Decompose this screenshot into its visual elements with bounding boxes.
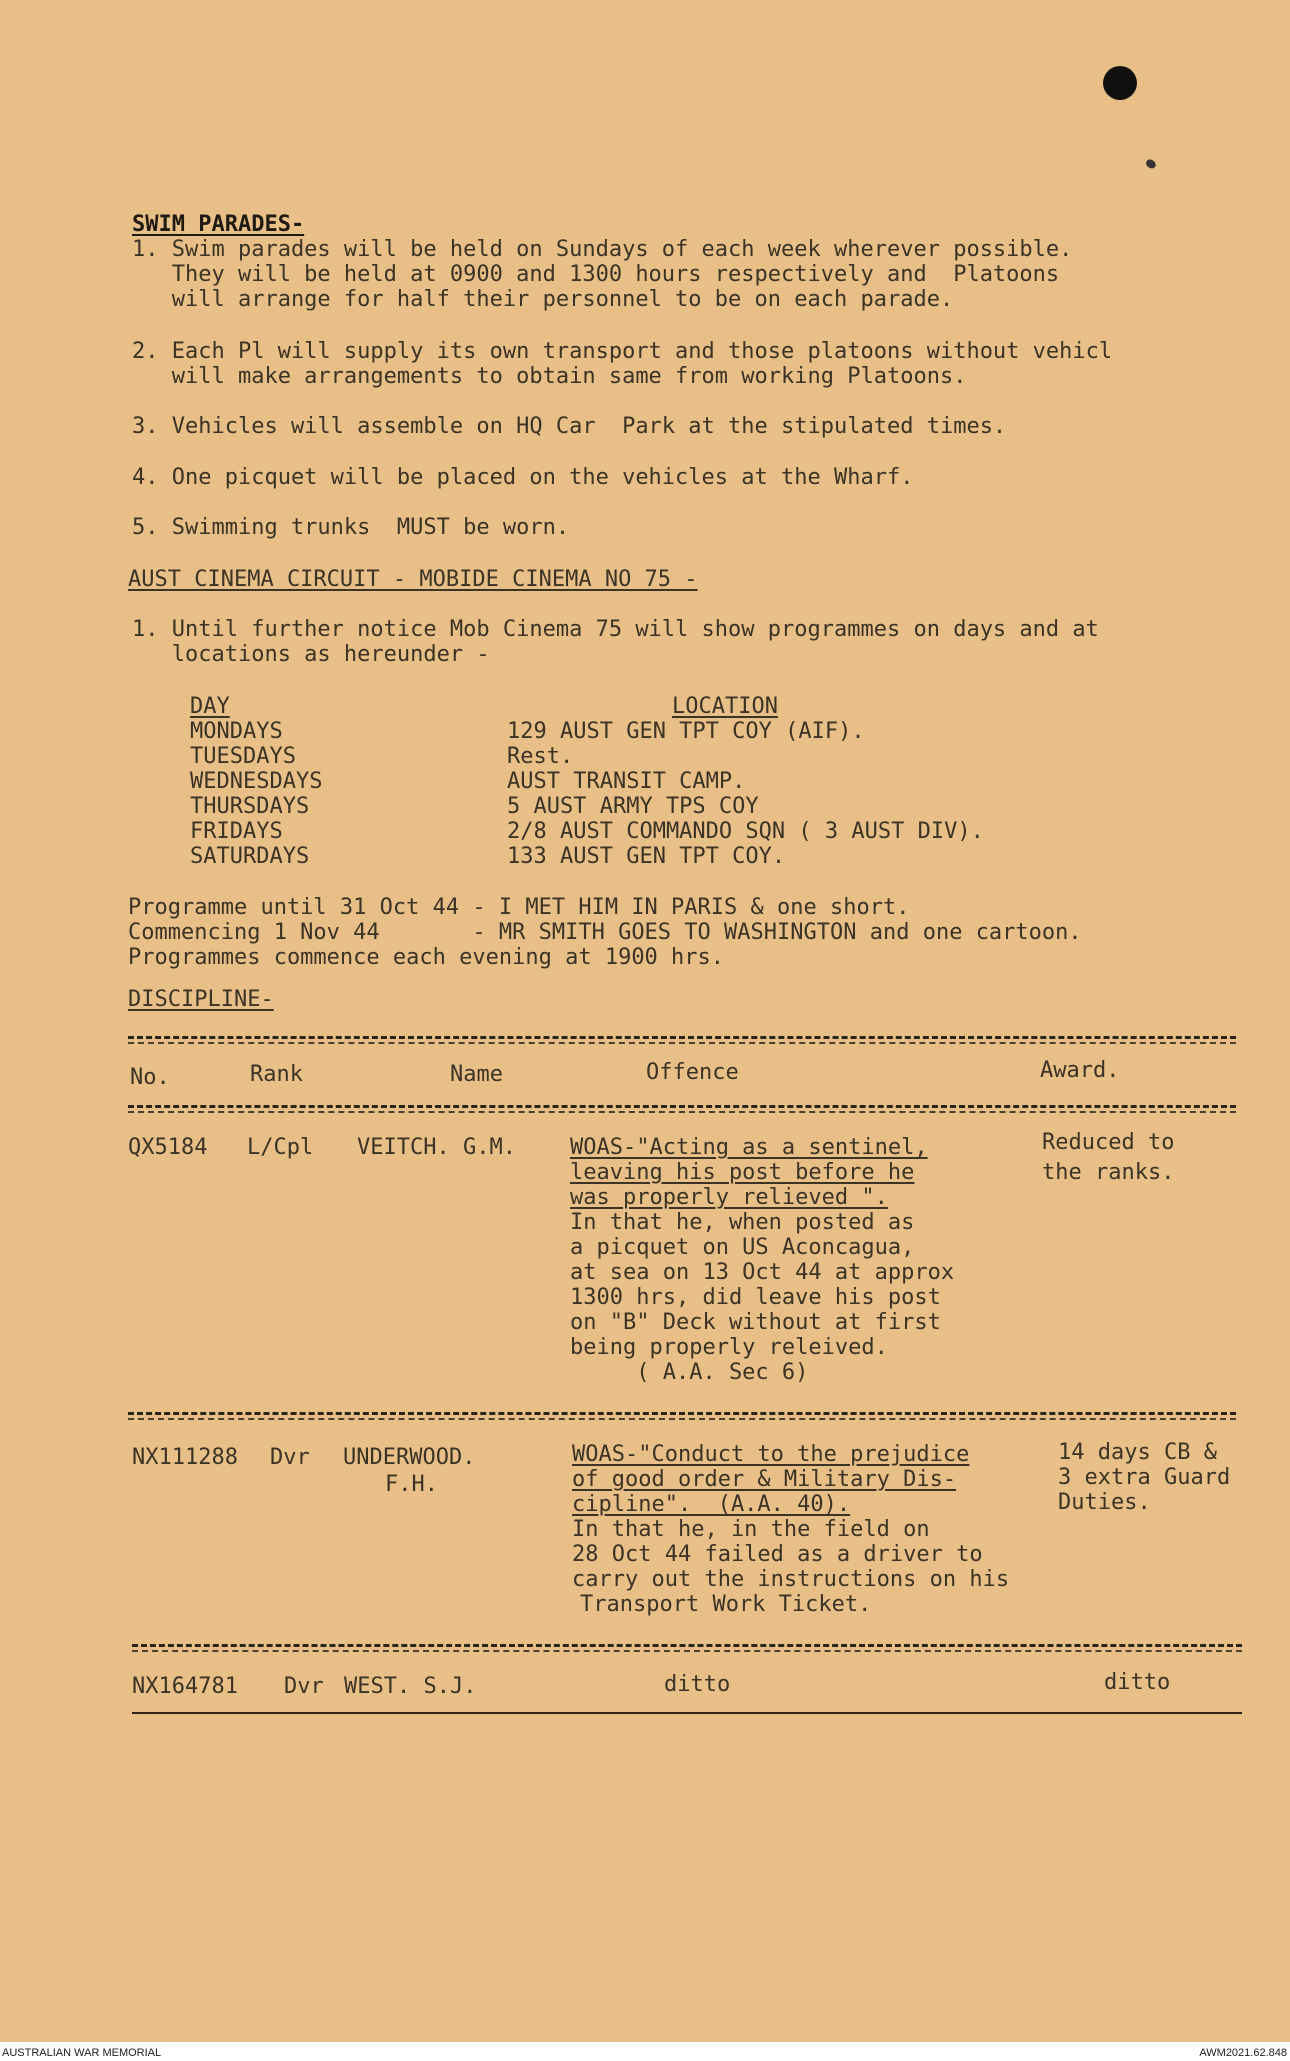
offence-detail-line: ( A.A. Sec 6)	[570, 1360, 809, 1385]
entry-award: Reduced to	[1042, 1130, 1175, 1155]
swim-item-1-line-2: They will be held at 0900 and 1300 hours respectively and Platoons	[132, 262, 1060, 287]
entry-award: ditto	[1104, 1670, 1171, 1695]
header-no: No.	[130, 1065, 170, 1090]
table-top-rule-inner	[128, 1042, 1236, 1044]
swim-item-5: 5. Swimming trunks MUST be worn.	[132, 515, 570, 540]
entry-award: 14 days CB &	[1058, 1440, 1217, 1465]
swim-item-2-line-2: will make arrangements to obtain same from working Platoons.	[132, 364, 967, 389]
entry-name: UNDERWOOD.	[343, 1445, 476, 1470]
swim-item-1-line-1: 1. Swim parades will be held on Sundays of each week wherever possible.	[132, 237, 1073, 262]
offence-detail-line: a picquet on US Aconcagua,	[570, 1235, 915, 1260]
offence-charge-line: cipline". (A.A. 40).	[572, 1492, 851, 1517]
offence-detail-line: being properly releived.	[570, 1335, 888, 1360]
entry-name-line-2: F.H.	[385, 1472, 438, 1497]
offence-charge-line: WOAS-"Conduct to the prejudice	[572, 1442, 970, 1467]
schedule-day: SATURDAYS	[190, 844, 310, 869]
programme-line-1: Programme until 31 Oct 44 - I MET HIM IN PARIS & one short.	[128, 895, 910, 920]
entry-number: NX111288	[132, 1445, 238, 1470]
punch-hole	[1103, 66, 1137, 100]
discipline-heading: DISCIPLINE-	[128, 987, 274, 1012]
row-separator	[128, 1412, 1236, 1415]
table-top-rule	[128, 1036, 1236, 1039]
schedule-day: THURSDAYS	[190, 794, 310, 819]
offence-charge-line: of good order & Military Dis-	[572, 1467, 957, 1492]
entry-number: QX5184	[128, 1135, 208, 1160]
offence-detail-line: In that he, in the field on	[572, 1517, 930, 1542]
programme-line-2: Commencing 1 Nov 44 - MR SMITH GOES TO WASHINGTON and one cartoon.	[128, 920, 1082, 945]
header-bottom-rule	[128, 1105, 1236, 1108]
swim-item-4: 4. One picquet will be placed on the vehicles at the Wharf.	[132, 465, 914, 490]
offence-detail-line: 28 Oct 44 failed as a driver to	[572, 1542, 983, 1567]
offence-detail-line: at sea on 13 Oct 44 at approx	[570, 1260, 955, 1285]
offence-charge-line: leaving his post before he	[570, 1160, 915, 1185]
paper-mark	[1145, 158, 1157, 169]
programme-line-3: Programmes commence each evening at 1900 hrs.	[128, 945, 725, 970]
footer-catalogue-id: AWM2021.62.848	[1199, 2047, 1287, 2059]
offence-detail-line: carry out the instructions on his	[572, 1567, 1010, 1592]
offence-detail-line: In that he, when posted as	[570, 1210, 915, 1235]
swim-item-3: 3. Vehicles will assemble on HQ Car Park at the stipulated times.	[132, 414, 1007, 439]
header-bottom-rule-inner	[128, 1111, 1236, 1113]
header-name: Name	[450, 1062, 503, 1087]
entry-award: Duties.	[1058, 1490, 1151, 1515]
offence-detail-line: 1300 hrs, did leave his post	[570, 1285, 941, 1310]
entry-rank: L/Cpl	[247, 1135, 314, 1160]
schedule-location-header: LOCATION	[672, 694, 778, 719]
entry-name: WEST. S.J.	[344, 1674, 477, 1699]
schedule-day: MONDAYS	[190, 719, 283, 744]
offence-detail-line: Transport Work Ticket.	[580, 1592, 872, 1617]
entry-award: 3 extra Guard	[1058, 1465, 1231, 1490]
swim-item-1-line-3: will arrange for half their personnel to be on each parade.	[132, 287, 954, 312]
header-offence: Offence	[646, 1060, 739, 1085]
swim-item-2-line-1: 2. Each Pl will supply its own transport and those platoons without vehicl	[132, 339, 1113, 364]
header-rank: Rank	[250, 1062, 303, 1087]
row-separator	[132, 1644, 1242, 1647]
schedule-location: Rest.	[507, 744, 574, 769]
entry-number: NX164781	[132, 1674, 238, 1699]
schedule-location: AUST TRANSIT CAMP.	[507, 769, 746, 794]
cinema-intro-line-2: locations as hereunder -	[132, 642, 490, 667]
archive-footer	[0, 2046, 1290, 2061]
schedule-day: TUESDAYS	[190, 744, 296, 769]
schedule-location: 133 AUST GEN TPT COY.	[507, 844, 786, 869]
schedule-day: WEDNESDAYS	[190, 769, 323, 794]
schedule-day: FRIDAYS	[190, 819, 283, 844]
schedule-location: 5 AUST ARMY TPS COY	[507, 794, 759, 819]
entry-rank: Dvr	[270, 1445, 310, 1470]
offence-charge-line: WOAS-"Acting as a sentinel,	[570, 1135, 928, 1160]
row-separator-inner	[132, 1650, 1242, 1652]
cinema-heading: AUST CINEMA CIRCUIT - MOBIDE CINEMA NO 75 -	[128, 567, 698, 592]
swim-heading: SWIM PARADES-	[132, 212, 305, 237]
entry-award: the ranks.	[1042, 1160, 1175, 1185]
row-separator-inner	[128, 1418, 1236, 1420]
offence-detail-line: ditto	[664, 1672, 731, 1697]
cinema-intro-line-1: 1. Until further notice Mob Cinema 75 will show programmes on days and at	[132, 617, 1099, 642]
schedule-location: 129 AUST GEN TPT COY (AIF).	[507, 719, 865, 744]
header-award: Award.	[1040, 1058, 1120, 1083]
entry-name: VEITCH. G.M.	[357, 1135, 516, 1160]
schedule-day-header: DAY	[190, 694, 230, 719]
offence-detail-line: on "B" Deck without at first	[570, 1310, 941, 1335]
entry-rank: Dvr	[284, 1674, 324, 1699]
schedule-location: 2/8 AUST COMMANDO SQN ( 3 AUST DIV).	[507, 819, 984, 844]
offence-charge-line: was properly relieved ".	[570, 1185, 888, 1210]
table-bottom-rule	[132, 1712, 1242, 1714]
footer-archive-name: AUSTRALIAN WAR MEMORIAL	[2, 2047, 162, 2059]
